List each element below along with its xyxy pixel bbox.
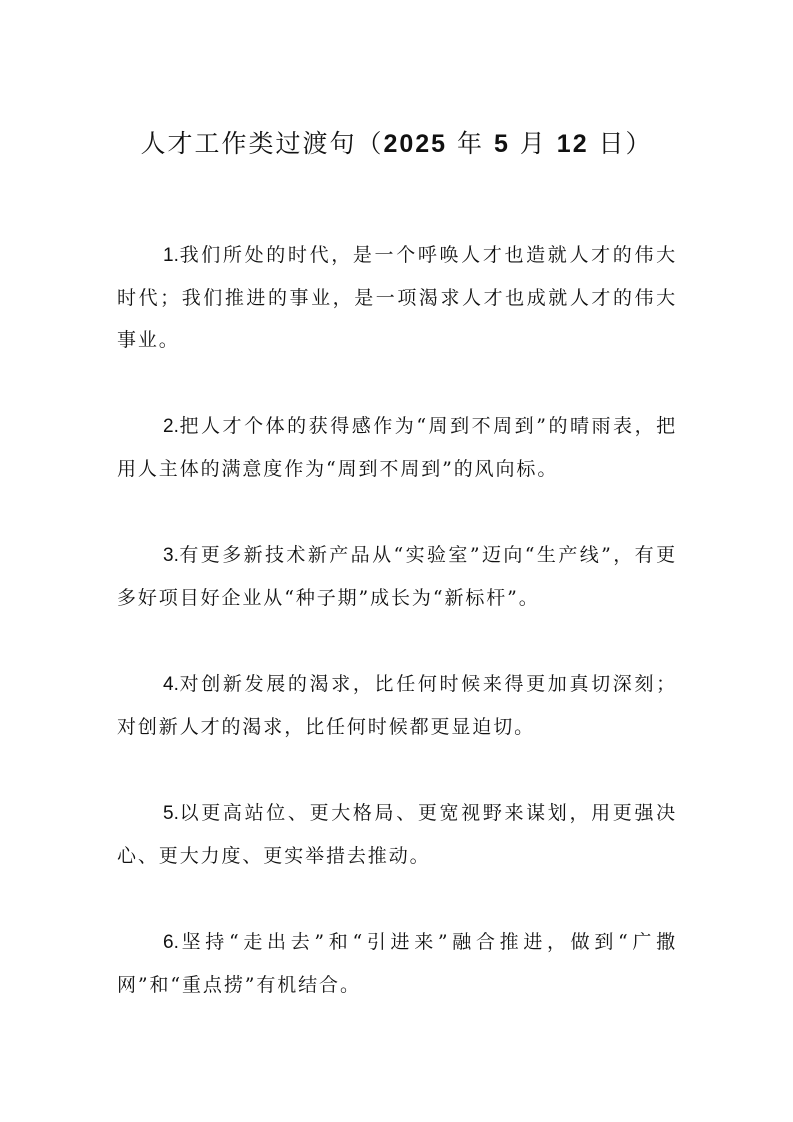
document-title: [0, 124, 793, 164]
document-body: [117, 234, 677, 1050]
title-month-unit: 月: [509, 129, 557, 158]
title-prefix: 人才工作类过渡句（: [140, 129, 384, 158]
paragraph-text: 坚持“走出去”和“引进来”融合推进，做到“广撒网”和“重点捞”有机结合。: [117, 931, 677, 996]
paragraph-text: 把人才个体的获得感作为“周到不周到”的晴雨表，把用人主体的满意度作为“周到不周到”的风向标。: [117, 415, 677, 480]
paragraph-number: 4.: [163, 674, 179, 695]
paragraph-1: [117, 234, 677, 361]
title-suffix: 日）: [588, 129, 653, 158]
title-year: 2025: [383, 130, 448, 158]
paragraph-4: [117, 663, 677, 748]
paragraph-2: [117, 405, 677, 490]
paragraph-text: 有更多新技术新产品从“实验室”迈向“生产线”，有更多好项目好企业从“种子期”成长为“新标杆”。: [117, 544, 677, 609]
paragraph-5: [117, 792, 677, 877]
paragraph-number: 5.: [163, 803, 179, 824]
paragraph-number: 3.: [163, 545, 179, 566]
paragraph-number: 2.: [163, 416, 179, 437]
title-year-unit: 年: [447, 129, 494, 158]
title-month: 5: [493, 130, 510, 158]
paragraph-number: 6.: [163, 932, 179, 953]
paragraph-3: [117, 534, 677, 619]
title-day: 12: [556, 130, 589, 158]
paragraph-text: 我们所处的时代，是一个呼唤人才也造就人才的伟大时代；我们推进的事业，是一项渴求人才也成就人才的伟大事业。: [117, 244, 677, 351]
paragraph-text: 对创新发展的渴求，比任何时候来得更加真切深刻；对创新人才的渴求，比任何时候都更显迫切。: [117, 673, 677, 738]
paragraph-6: [117, 921, 677, 1006]
paragraph-number: 1.: [163, 245, 179, 266]
paragraph-text: 以更高站位、更大格局、更宽视野来谋划，用更强决心、更大力度、更实举措去推动。: [117, 802, 677, 867]
